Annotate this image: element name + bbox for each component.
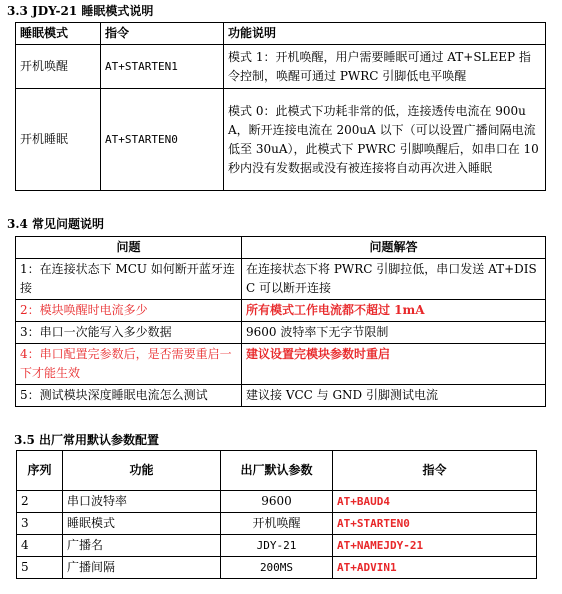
default-cell: 9600 — [221, 491, 333, 513]
header-function: 功能说明 — [224, 23, 546, 45]
cmd-cell: AT+NAMEJDY-21 — [333, 535, 537, 557]
table-row — [17, 557, 537, 579]
seq-cell: 2 — [17, 491, 63, 513]
header-cmd: 指令 — [333, 451, 537, 491]
header-default: 出厂默认参数 — [221, 451, 333, 491]
answer-cell: 9600 波特率下无字节限制 — [242, 322, 546, 344]
table-row — [16, 89, 546, 191]
table-row — [17, 513, 537, 535]
seq-cell: 5 — [17, 557, 63, 579]
answer-cell: 所有模式工作电流都不超过 1mA — [242, 300, 546, 322]
header-command: 指令 — [101, 23, 224, 45]
seq-cell: 3 — [17, 513, 63, 535]
table-header-row — [17, 451, 537, 491]
func-cell: 广播间隔 — [63, 557, 221, 579]
question-cell: 4：串口配置完参数后，是否需要重启一下才能生效 — [16, 344, 242, 385]
table-header-row — [16, 23, 546, 45]
question-cell: 1：在连接状态下 MCU 如何断开蓝牙连接 — [16, 259, 242, 300]
default-cell: 开机唤醒 — [221, 513, 333, 535]
table-row — [16, 45, 546, 89]
cmd-cell: AT+ADVIN1 — [333, 557, 537, 579]
default-cell: JDY-21 — [221, 535, 333, 557]
description-cell: 模式 0：此模式下功耗非常的低，连接透传电流在 900uA，断开连接电流在 200uA 以下（可以设置广播间隔电流低至 30uA），此模式下 PWRC 引脚唤醒后，如串口在 10 秒内没有发数据或没有被连接将自动再次进入睡眠 — [224, 89, 546, 191]
header-question: 问题 — [16, 237, 242, 259]
section-3-4-title: 3.4 常见问题说明 — [7, 217, 105, 231]
table-header-row — [16, 237, 546, 259]
command-cell: AT+STARTEN0 — [101, 89, 224, 191]
cmd-cell: AT+STARTEN0 — [333, 513, 537, 535]
func-cell: 广播名 — [63, 535, 221, 557]
question-cell: 3：串口一次能写入多少数据 — [16, 322, 242, 344]
sleep-mode-cell: 开机睡眠 — [16, 89, 101, 191]
section-3-5-title: 3.5 出厂常用默认参数配置 — [14, 433, 160, 447]
table-row — [16, 344, 546, 385]
answer-cell: 建议设置完模块参数时重启 — [242, 344, 546, 385]
table-row — [16, 300, 546, 322]
question-cell: 5：测试模块深度睡眠电流怎么测试 — [16, 385, 242, 407]
answer-cell: 在连接状态下将 PWRC 引脚拉低，串口发送 AT+DISC 可以断开连接 — [242, 259, 546, 300]
func-cell: 睡眠模式 — [63, 513, 221, 535]
faq-table — [15, 236, 546, 407]
table-row — [16, 385, 546, 407]
table-row — [17, 535, 537, 557]
cmd-cell: AT+BAUD4 — [333, 491, 537, 513]
header-sleep-mode: 睡眠模式 — [16, 23, 101, 45]
table-row — [16, 259, 546, 300]
sleep-mode-cell: 开机唤醒 — [16, 45, 101, 89]
description-cell: 模式 1：开机唤醒，用户需要睡眠可通过 AT+SLEEP 指令控制，唤醒可通过 PWRC 引脚低电平唤醒 — [224, 45, 546, 89]
header-seq: 序列 — [17, 451, 63, 491]
table-row — [17, 491, 537, 513]
func-cell: 串口波特率 — [63, 491, 221, 513]
header-answer: 问题解答 — [242, 237, 546, 259]
default-params-table — [16, 450, 537, 579]
seq-cell: 4 — [17, 535, 63, 557]
section-3-3-title: 3.3 JDY-21 睡眠模式说明 — [7, 4, 154, 18]
table-row — [16, 322, 546, 344]
header-func: 功能 — [63, 451, 221, 491]
question-cell: 2：模块唤醒时电流多少 — [16, 300, 242, 322]
sleep-mode-table — [15, 22, 546, 191]
default-cell: 200MS — [221, 557, 333, 579]
answer-cell: 建议接 VCC 与 GND 引脚测试电流 — [242, 385, 546, 407]
command-cell: AT+STARTEN1 — [101, 45, 224, 89]
